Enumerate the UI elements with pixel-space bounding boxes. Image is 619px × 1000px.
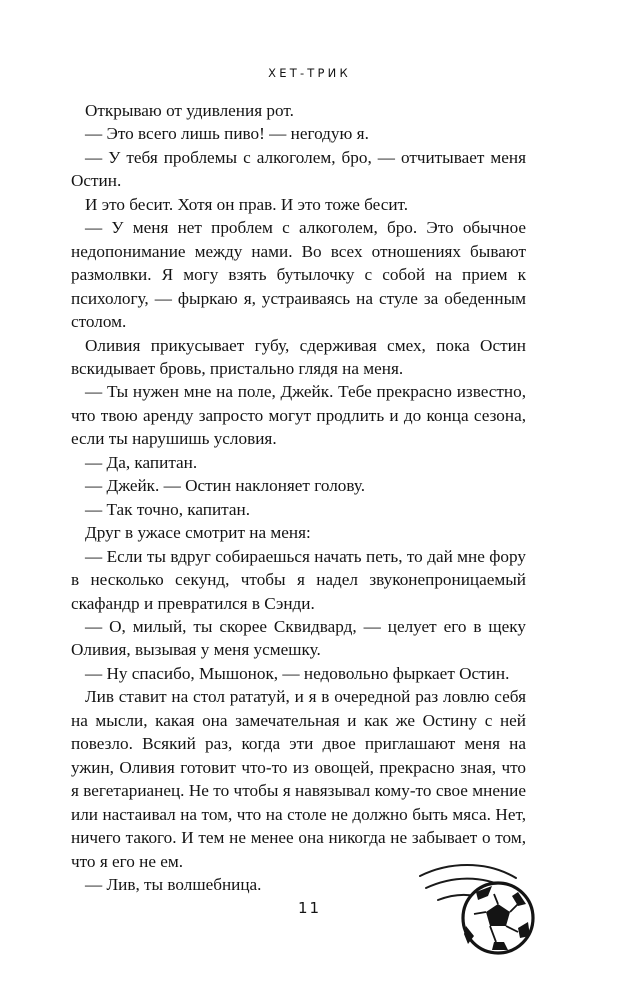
paragraph: — Да, капитан. — [85, 452, 198, 472]
paragraph: — У тебя проблемы с алкоголем, бро, — отчитывает меня Остин. — [71, 147, 526, 191]
page-number: 11 — [297, 899, 322, 917]
soccer-ball-icon — [418, 848, 548, 958]
running-header: ХЕТ-ТРИК — [268, 66, 351, 80]
paragraph: — Если ты вдруг собираешься начать петь, то дай мне фору в несколько секунд, чтобы я надел звуконепроницаемый скафандр и превратился в Сэнди. — [71, 546, 526, 613]
body-text — [71, 99, 526, 896]
paragraph: — Так точно, капитан. — [85, 499, 251, 519]
paragraph: Друг в ужасе смотрит на меня: — [85, 523, 311, 543]
paragraph: — Джейк. — Остин наклоняет голову. — [85, 476, 366, 496]
paragraph: — Лив, ты волшебница. — [85, 874, 262, 894]
paragraph: И это бесит. Хотя он прав. И это тоже бесит. — [85, 194, 409, 214]
paragraph: — Это всего лишь пиво! — негодую я. — [85, 124, 369, 144]
paragraph: Оливия прикусывает губу, сдерживая смех, пока Остин вскидывает бровь, пристально глядя на меня. — [71, 335, 526, 378]
paragraph: — О, милый, ты скорее Сквидвард, — целует его в щеку Оливия, вызывая у меня усмешку. — [71, 616, 526, 660]
paragraph: — У меня нет проблем с алкоголем, бро. Это обычное недопонимание между нами. Во всех отношениях бывают размолвки. Я могу взять бутылочку с собой на прием к психологу, — фыркаю я, устраиваясь на стуле за обеденным столом. — [71, 218, 526, 332]
paragraph: Лив ставит на стол рататуй, и я в очередной раз ловлю себя на мысли, какая она замечательная и как же Остину с ней повезло. Всякий раз, когда эти двое приглашают меня на ужин, Оливия готовит что-то из овощей, прекрасно зная, что я вегетарианец. Не то чтобы я навязывал кому-то свое мнение или настаивал на том, что на столе не должно быть мяса. Нет, ничего такого. И тем не менее она никогда не забывает о том, что я его не ем. — [71, 687, 526, 871]
paragraph: — Ты нужен мне на поле, Джейк. Тебе прекрасно известно, что твою аренду запросто могут продлить и до конца сезона, если ты нарушишь условия. — [71, 382, 526, 449]
paragraph: Открываю от удивления рот. — [85, 101, 294, 120]
paragraph: — Ну спасибо, Мышонок, — недовольно фыркает Остин. — [85, 663, 510, 683]
